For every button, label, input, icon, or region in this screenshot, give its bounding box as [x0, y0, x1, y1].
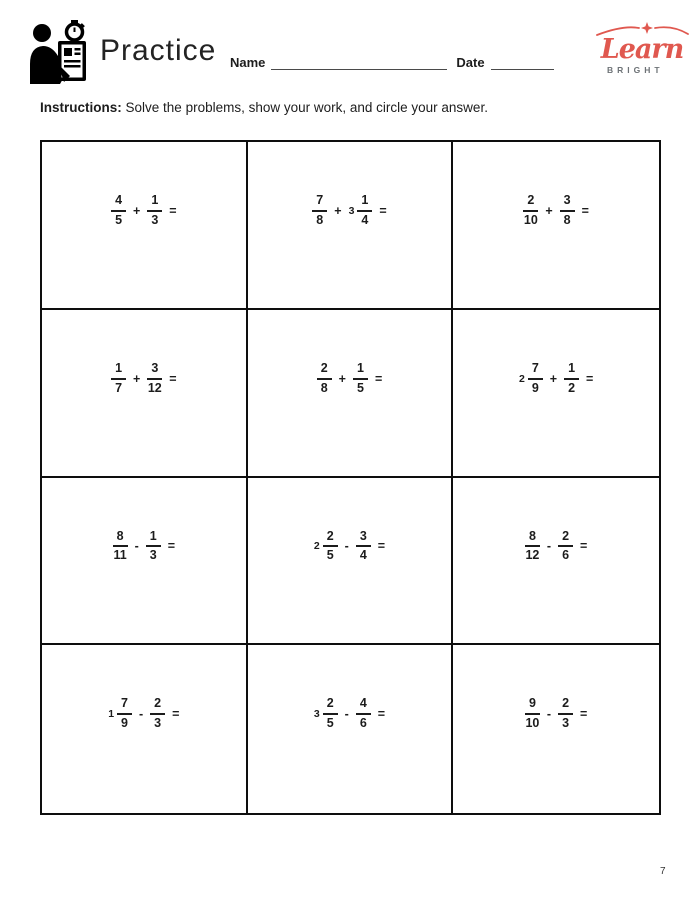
logo-word: Learn	[600, 34, 684, 65]
fraction-numerator: 2	[150, 697, 165, 715]
fraction	[146, 530, 161, 564]
operator: -	[139, 707, 144, 721]
page-title: Practice	[100, 34, 217, 67]
instructions	[40, 100, 488, 115]
fraction-denominator: 2	[568, 380, 576, 395]
equals-sign: =	[172, 707, 180, 721]
fraction-numerator: 1	[564, 362, 579, 380]
page-number: 7	[660, 866, 666, 877]
fraction-numerator: 8	[525, 530, 540, 548]
fraction-numerator: 3	[560, 194, 575, 212]
fraction	[564, 362, 579, 396]
operator: +	[545, 203, 553, 218]
fraction-numerator: 3	[147, 362, 162, 380]
fraction-denominator: 8	[563, 212, 571, 227]
fraction-numerator: 1	[146, 530, 161, 548]
fraction-problem	[314, 530, 385, 564]
fraction-problem	[108, 697, 179, 731]
problem-cell	[42, 645, 248, 813]
equals-sign: =	[580, 707, 588, 721]
whole-number: 1	[108, 708, 115, 720]
problem-cell	[248, 645, 454, 813]
operator: +	[334, 203, 342, 218]
fraction-numerator: 1	[353, 362, 368, 380]
fraction-denominator: 7	[115, 380, 123, 395]
fraction-numerator: 2	[558, 530, 573, 548]
equals-sign: =	[169, 371, 177, 386]
fraction-denominator: 5	[115, 212, 123, 227]
name-label: Name	[230, 55, 266, 70]
fraction-problem	[317, 362, 383, 396]
equals-sign: =	[379, 203, 387, 218]
fraction-term	[113, 530, 128, 564]
problem-cell	[248, 142, 454, 310]
equals-sign: =	[581, 203, 589, 218]
fraction-problem	[519, 362, 593, 396]
fraction-numerator: 4	[356, 697, 371, 715]
date-label: Date	[456, 55, 485, 70]
fraction	[323, 530, 338, 564]
fraction-problem	[312, 194, 386, 228]
fraction	[312, 194, 327, 228]
fraction-denominator: 3	[151, 212, 159, 227]
fraction	[528, 362, 543, 396]
fraction	[117, 697, 132, 731]
fraction-term	[312, 194, 327, 228]
fraction-numerator: 1	[357, 194, 372, 212]
whole-number: 3	[348, 204, 355, 217]
fraction-denominator: 3	[562, 716, 570, 730]
fraction	[147, 362, 162, 396]
fraction	[523, 194, 538, 228]
fraction-numerator: 1	[111, 362, 126, 380]
whole-number: 3	[313, 708, 320, 720]
fraction-denominator: 3	[149, 548, 157, 563]
fraction-numerator: 2	[523, 194, 538, 212]
fraction-term	[314, 530, 338, 564]
fraction-numerator: 7	[312, 194, 327, 212]
problem-cell	[42, 478, 248, 646]
equals-sign: =	[167, 539, 176, 554]
equals-sign: =	[377, 539, 386, 554]
operator: +	[133, 203, 141, 218]
fraction	[558, 530, 573, 564]
learn-bright-logo	[593, 22, 691, 75]
fraction-term	[558, 530, 573, 564]
fraction-problem	[111, 194, 177, 228]
name-date-row	[230, 52, 554, 70]
fraction-numerator: 3	[356, 530, 371, 548]
fraction-denominator: 9	[121, 716, 128, 730]
equals-sign: =	[374, 371, 383, 386]
fraction-denominator: 11	[113, 548, 127, 563]
problem-cell	[42, 142, 248, 310]
fraction-numerator: 4	[111, 194, 126, 212]
fraction-term	[146, 530, 161, 564]
problem-cell	[453, 142, 659, 310]
fraction-denominator: 10	[525, 716, 540, 730]
fraction-numerator: 9	[525, 697, 540, 715]
fraction	[111, 194, 126, 228]
fraction-numerator: 2	[317, 362, 332, 380]
fraction-denominator: 5	[326, 716, 334, 730]
equals-sign: =	[580, 539, 588, 554]
fraction-term	[558, 697, 573, 731]
fraction-term	[314, 697, 338, 731]
operator: +	[133, 371, 141, 386]
operator: -	[546, 539, 552, 554]
name-blank-line	[271, 52, 447, 70]
equals-sign: =	[377, 707, 386, 721]
fraction-term	[356, 697, 371, 731]
fraction-numerator: 2	[323, 697, 338, 715]
date-blank-line	[491, 52, 554, 70]
problem-cell	[453, 310, 659, 478]
fraction	[317, 362, 332, 396]
fraction-numerator: 8	[113, 530, 128, 548]
fraction-term	[564, 362, 579, 396]
fraction-denominator: 8	[320, 380, 328, 395]
problem-cell	[453, 478, 659, 646]
whole-number: 2	[518, 372, 525, 385]
problem-cell	[42, 310, 248, 478]
problem-cell	[248, 478, 454, 646]
fraction-term	[523, 194, 538, 228]
fraction-problem	[525, 530, 587, 564]
problem-cell	[248, 310, 454, 478]
fraction	[150, 697, 165, 731]
fraction-denominator: 3	[154, 716, 162, 730]
fraction-term	[147, 194, 162, 228]
fraction-problem	[113, 530, 175, 564]
fraction-term	[111, 362, 126, 396]
fraction	[356, 530, 371, 564]
fraction-denominator: 4	[361, 212, 369, 227]
fraction-denominator: 9	[531, 380, 539, 395]
fraction-term	[317, 362, 332, 396]
operator: -	[134, 539, 139, 554]
fraction	[560, 194, 575, 228]
fraction-term	[525, 530, 540, 564]
equals-sign: =	[169, 203, 177, 218]
fraction	[323, 697, 338, 731]
fraction-denominator: 6	[562, 548, 570, 563]
fraction	[525, 697, 540, 731]
fraction-term	[111, 194, 126, 228]
problem-cell	[453, 645, 659, 813]
fraction	[558, 697, 573, 731]
fraction	[147, 194, 162, 228]
fraction	[525, 530, 540, 564]
operator: +	[549, 371, 558, 386]
instructions-label: Instructions:	[40, 100, 122, 115]
fraction-term	[353, 362, 368, 396]
fraction-problem	[111, 362, 177, 396]
operator: -	[344, 539, 349, 554]
fraction-denominator: 6	[359, 716, 367, 730]
fraction-term	[150, 697, 165, 731]
fraction-denominator: 5	[326, 548, 334, 563]
whole-number: 2	[313, 540, 320, 553]
instructions-text: Solve the problems, show your work, and circle your answer.	[125, 100, 488, 115]
fraction-numerator: 7	[117, 697, 132, 715]
fraction-denominator: 10	[523, 212, 538, 227]
person-with-clipboard-and-stopwatch-icon	[30, 20, 94, 84]
fraction-denominator: 8	[316, 212, 324, 227]
fraction	[356, 697, 371, 731]
fraction-term	[349, 194, 373, 228]
operator: -	[546, 707, 552, 721]
fraction-numerator: 7	[528, 362, 543, 380]
fraction-denominator: 5	[356, 380, 364, 395]
fraction-denominator: 4	[359, 548, 367, 563]
fraction-denominator: 12	[525, 548, 540, 563]
fraction-term	[356, 530, 371, 564]
fraction	[113, 530, 128, 564]
fraction	[353, 362, 368, 396]
equals-sign: =	[586, 371, 594, 386]
problems-grid	[40, 140, 661, 815]
fraction-term	[519, 362, 543, 396]
fraction-denominator: 12	[147, 380, 162, 395]
fraction-numerator: 2	[323, 530, 338, 548]
fraction-problem	[523, 194, 589, 228]
logo-subword: BRIGHT	[607, 64, 664, 75]
fraction-term	[560, 194, 575, 228]
fraction-numerator: 2	[558, 697, 573, 715]
fraction	[111, 362, 126, 396]
fraction-numerator: 1	[147, 194, 162, 212]
fraction-term	[147, 362, 162, 396]
fraction	[357, 194, 372, 228]
fraction-term	[108, 697, 132, 731]
operator: +	[338, 371, 346, 386]
operator: -	[344, 707, 349, 721]
fraction-term	[525, 697, 540, 731]
fraction-problem	[525, 697, 587, 731]
fraction-problem	[314, 697, 385, 731]
